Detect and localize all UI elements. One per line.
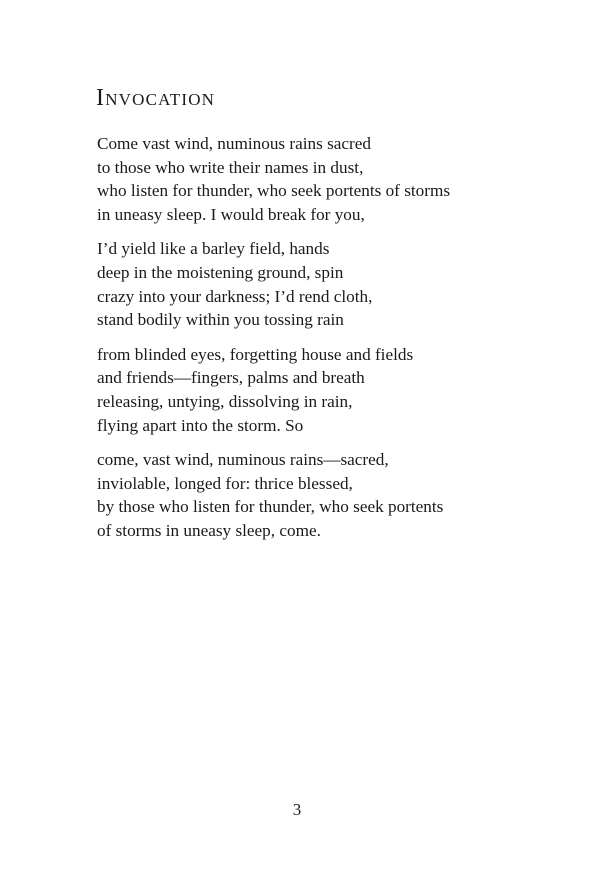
poem-line: I’d yield like a barley field, hands (97, 239, 330, 259)
poem-title: Invocation (96, 85, 216, 111)
poem-body (97, 132, 557, 554)
poem-line: from blinded eyes, forgetting house and fields (97, 344, 414, 364)
stanza-2 (97, 237, 557, 331)
poem-line: by those who listen for thunder, who seek portents (97, 497, 444, 517)
poem-line: who listen for thunder, who seek portents of storms (97, 181, 451, 201)
poem-line: releasing, untying, dissolving in rain, (97, 391, 353, 411)
stanza-1 (97, 132, 557, 226)
poem-line: Come vast wind, numinous rains sacred (97, 134, 372, 153)
page-number: 3 (292, 800, 302, 819)
poem-line: crazy into your darkness; I’d rend cloth, (97, 286, 373, 306)
stanza-3 (97, 343, 557, 437)
poem-line: come, vast wind, numinous rains—sacred, (97, 450, 389, 470)
poem-line: inviolable, longed for: thrice blessed, (97, 473, 353, 493)
poem-line: to those who write their names in dust, (97, 157, 364, 177)
poem-line: in uneasy sleep. I would break for you, (97, 204, 365, 224)
poem-line: stand bodily within you tossing rain (97, 310, 344, 330)
poem-line: deep in the moistening ground, spin (97, 262, 344, 282)
poem-line: of storms in uneasy sleep, come. (97, 520, 321, 540)
poem-line: flying apart into the storm. So (97, 415, 304, 435)
stanza-4 (97, 448, 557, 542)
poem-line: and friends—fingers, palms and breath (97, 368, 365, 388)
